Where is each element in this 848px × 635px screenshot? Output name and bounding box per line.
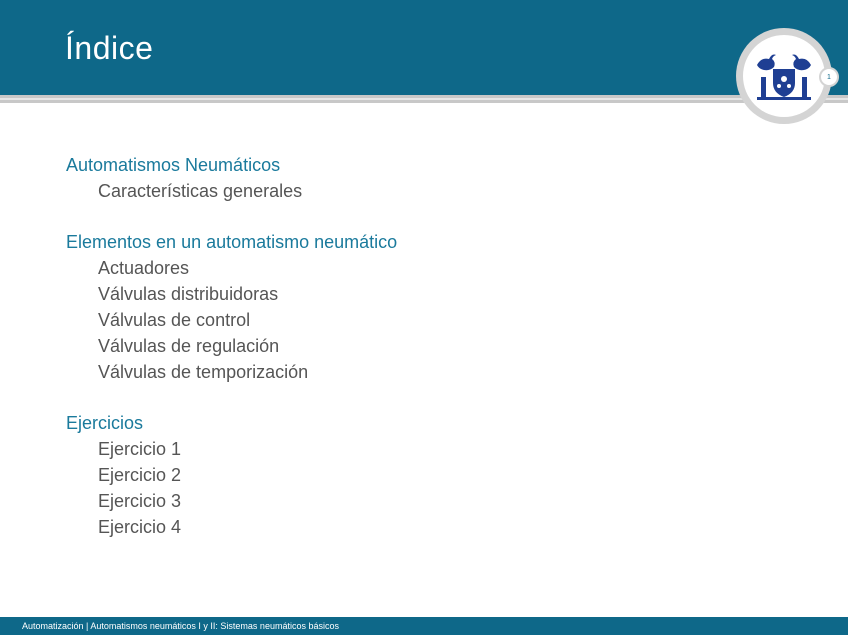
footer-text: Automatización | Automatismos neumáticos I y II: Sistemas neumáticos básicos [22,621,339,631]
toc-item: Actuadores [98,258,190,278]
slide-footer [0,617,848,635]
university-crest-icon [743,35,825,117]
toc-section-title: Automatismos Neumáticos [66,155,281,175]
slide-title: Índice [65,30,154,66]
toc-section-title: Elementos en un automatismo neumático [66,232,398,252]
toc-item: Válvulas de temporización [98,362,309,382]
toc-section [66,152,666,204]
toc-item: Características generales [98,181,303,201]
toc-section-title: Ejercicios [66,413,144,433]
toc-section [66,410,666,540]
toc-item: Ejercicio 3 [98,491,182,511]
toc-item: Válvulas distribuidoras [98,284,279,304]
toc-item: Válvulas de control [98,310,251,330]
toc-item: Ejercicio 4 [98,517,182,537]
header-divider [0,95,848,103]
page-number-badge: 1 [819,67,839,87]
toc-section [66,229,666,385]
toc-item: Ejercicio 2 [98,465,182,485]
toc-item: Ejercicio 1 [98,439,182,459]
toc-item: Válvulas de regulación [98,336,280,356]
table-of-contents [66,152,666,565]
